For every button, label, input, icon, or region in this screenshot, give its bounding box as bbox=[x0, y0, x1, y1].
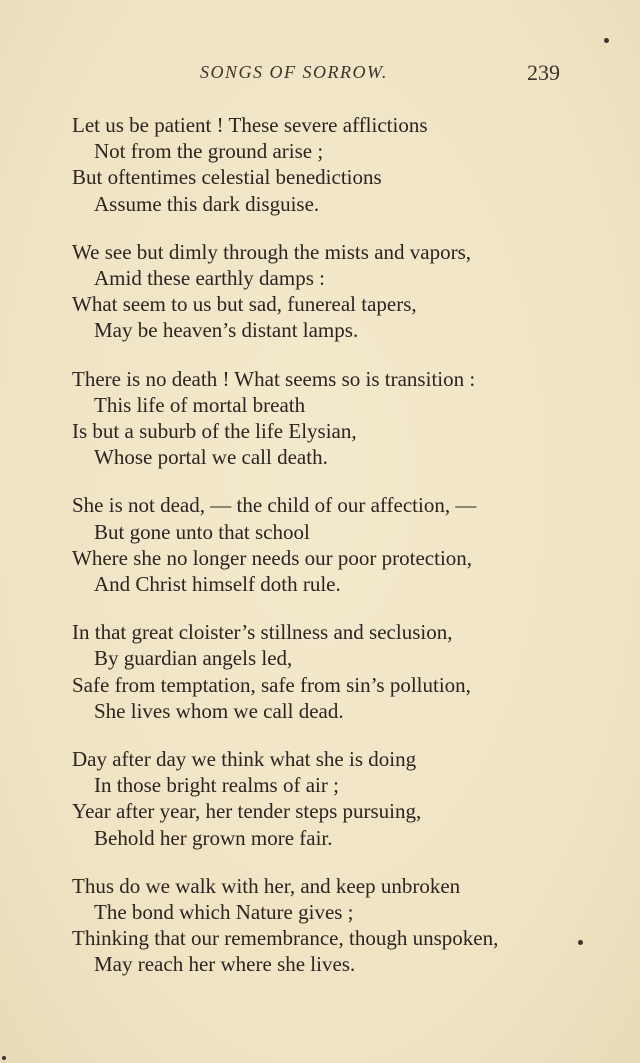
poem-line: Is but a suburb of the life Elysian, bbox=[72, 419, 357, 444]
poem-line: But gone unto that school bbox=[94, 519, 310, 544]
poem-line: Where she no longer needs our poor protection, bbox=[72, 545, 473, 570]
poem-line: Not from the ground arise ; bbox=[94, 139, 324, 164]
poem-line: Safe from temptation, safe from sin’s pollution, bbox=[72, 672, 471, 697]
stanza bbox=[72, 619, 572, 724]
poem-line: Let us be patient ! These severe afflictions bbox=[72, 113, 428, 137]
stanza bbox=[72, 873, 572, 978]
poem-line: And Christ himself doth rule. bbox=[94, 572, 341, 597]
poem-line: The bond which Nature gives ; bbox=[94, 900, 354, 925]
poem-line: There is no death ! What seems so is transition : bbox=[72, 366, 476, 391]
poem-line: Behold her grown more fair. bbox=[94, 825, 333, 850]
poem-line: Year after year, her tender steps pursuing, bbox=[72, 799, 422, 824]
poem-line: In those bright realms of air ; bbox=[94, 773, 339, 798]
poem-line: May reach her where she lives. bbox=[94, 952, 356, 977]
poem-line: Whose portal we call death. bbox=[94, 445, 328, 470]
poem-line: Thus do we walk with her, and keep unbroken bbox=[72, 873, 461, 898]
poem-line: She is not dead, — the child of our affection, — bbox=[72, 493, 477, 518]
poem-line: Thinking that our remembrance, though unspoken, bbox=[72, 926, 499, 951]
poem-line: By guardian angels led, bbox=[94, 646, 293, 671]
poem-line: Assume this dark disguise. bbox=[94, 191, 320, 216]
ink-speck bbox=[578, 940, 583, 945]
poem-line: Day after day we think what she is doing bbox=[72, 747, 417, 772]
page-number: 239 bbox=[527, 60, 560, 85]
poem-line: But oftentimes celestial benedictions bbox=[72, 165, 382, 190]
poem-line: In that great cloister’s stillness and seclusion, bbox=[72, 620, 453, 645]
poem-line: What seem to us but sad, funereal tapers, bbox=[72, 292, 417, 317]
stanza bbox=[72, 239, 572, 344]
poem-line: This life of mortal breath bbox=[94, 392, 306, 417]
ink-speck bbox=[2, 1056, 6, 1060]
stanza bbox=[72, 112, 572, 217]
running-title: SONGS OF SORROW. bbox=[200, 62, 388, 82]
ink-speck bbox=[604, 38, 609, 43]
poem-line: Amid these earthly damps : bbox=[94, 266, 325, 291]
poem-line: She lives whom we call dead. bbox=[94, 698, 344, 723]
stanza bbox=[72, 366, 572, 471]
poem bbox=[72, 112, 572, 1000]
stanza bbox=[72, 492, 572, 597]
poem-line: We see but dimly through the mists and vapors, bbox=[72, 239, 471, 264]
stanza bbox=[72, 746, 572, 851]
poem-line: May be heaven’s distant lamps. bbox=[94, 318, 359, 343]
